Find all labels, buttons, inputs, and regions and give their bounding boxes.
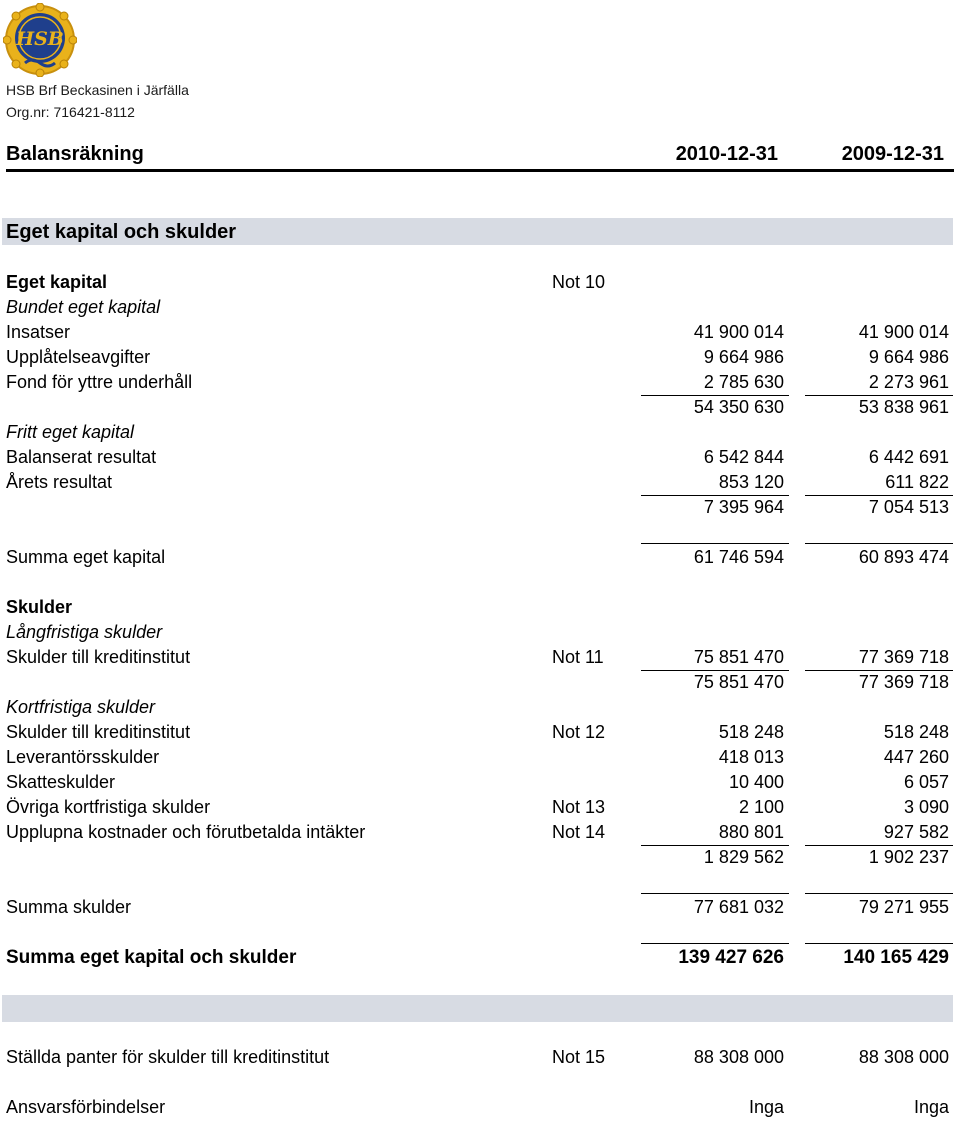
row-ovriga-kortfristiga-skulder: Övriga kortfristiga skulder Not 13 2 100 3 090 (6, 797, 949, 817)
row-skulder-kreditinstitut-lang: Skulder till kreditinstitut Not 11 75 851 470 77 369 718 (6, 647, 949, 667)
underline (805, 543, 953, 544)
row-skulder-kreditinstitut-kort: Skulder till kreditinstitut Not 12 518 248 518 248 (6, 722, 949, 742)
separator-band (2, 995, 953, 1022)
section-title: Eget kapital och skulder (6, 221, 237, 243)
row-fritt-eget-kapital: Fritt eget kapital (6, 422, 135, 442)
row-stallda-panter: Ställda panter för skulder till kreditinstitut Not 15 88 308 000 88 308 000 (6, 1047, 949, 1067)
organization-name: HSB Brf Beckasinen i Järfälla (6, 82, 189, 98)
row-kortfristiga-skulder: Kortfristiga skulder (6, 697, 156, 717)
row-arets-resultat: Årets resultat 853 120 611 822 (6, 472, 949, 492)
report-title: Balansräkning (6, 143, 144, 165)
row-subtotal-kortfristiga: 1 829 562 1 902 237 (703, 847, 949, 867)
underline (805, 943, 953, 944)
underline (805, 893, 953, 894)
row-langfristiga-skulder: Långfristiga skulder (6, 622, 163, 642)
row-ansvarsforbindelser: Ansvarsförbindelser Inga Inga (6, 1097, 949, 1117)
row-skulder: Skulder (6, 597, 73, 617)
row-upplatelseavgifter: Upplåtelseavgifter 9 664 986 9 664 986 (6, 347, 949, 367)
row-summa-eget-kapital: Summa eget kapital 61 746 594 60 893 474 (6, 547, 949, 567)
organization-number: Org.nr: 716421-8112 (6, 104, 135, 120)
row-fond-yttre-underhall: Fond för yttre underhåll 2 785 630 2 273 961 (6, 372, 949, 392)
row-subtotal-fritt: 7 395 964 7 054 513 (703, 497, 949, 517)
underline (641, 893, 789, 894)
row-bundet-eget-kapital: Bundet eget kapital (6, 297, 161, 317)
row-upplupna-kostnader: Upplupna kostnader och förutbetalda intäkter Not 14 880 801 927 582 (6, 822, 949, 842)
row-summa-skulder: Summa skulder 77 681 032 79 271 955 (6, 897, 949, 917)
row-eget-kapital: Eget kapital Not 10 (6, 272, 606, 292)
row-balanserat-resultat: Balanserat resultat 6 542 844 6 442 691 (6, 447, 949, 467)
row-subtotal-langfristiga: 75 851 470 77 369 718 (693, 672, 949, 692)
svg-text:HSB: HSB (16, 28, 64, 50)
row-summa-eget-kapital-och-skulder: Summa eget kapital och skulder 139 427 626 140 165 429 (6, 947, 949, 968)
section-header-band (2, 218, 953, 245)
row-insatser: Insatser 41 900 014 41 900 014 (6, 322, 949, 342)
row-skatteskulder: Skatteskulder 10 400 6 057 (6, 772, 949, 792)
row-leverantorsskulder: Leverantörsskulder 418 013 447 260 (6, 747, 949, 767)
report-title-row (6, 143, 954, 172)
hsb-logo (3, 3, 77, 77)
underline (641, 543, 789, 544)
year-2009-header: 2009-12-31 (841, 143, 944, 165)
row-subtotal-bundet: 54 350 630 53 838 961 (693, 397, 949, 417)
year-2010-header: 2010-12-31 (675, 143, 778, 165)
underline (641, 943, 789, 944)
